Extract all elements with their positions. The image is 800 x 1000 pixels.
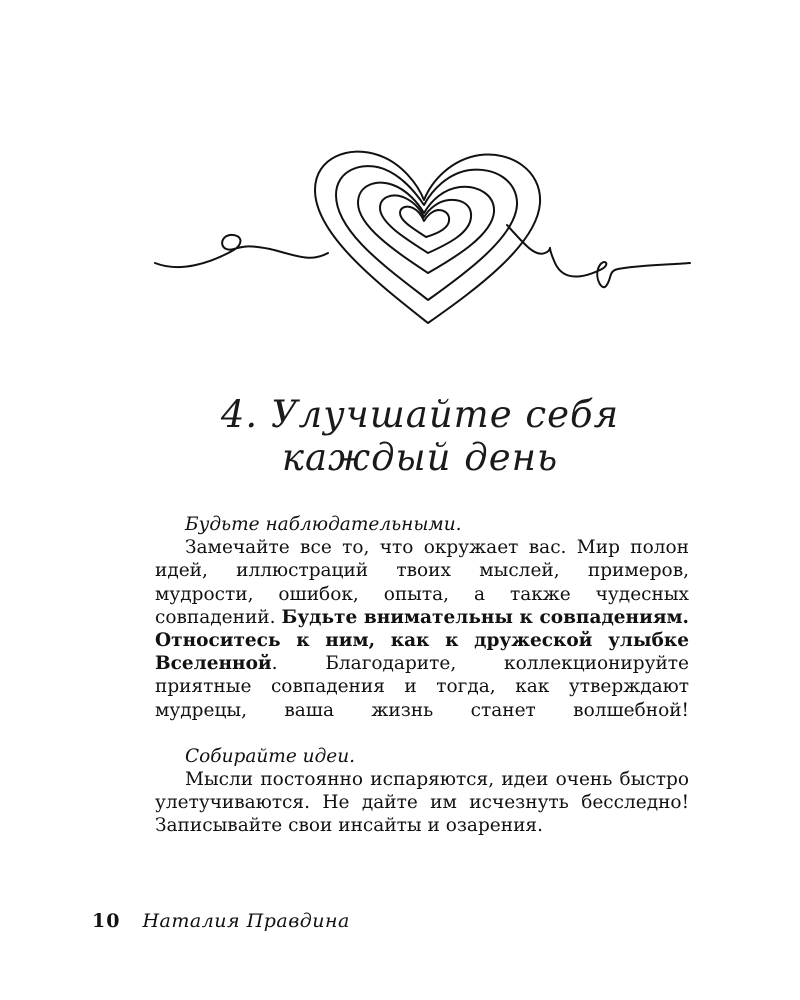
- paragraph-gap: [155, 722, 689, 745]
- section-heading-observant: Будьте наблюдательными.: [185, 514, 462, 535]
- paragraph-text-end: . Благодарите, коллекционируйте приятные совпадения и тогда, как утверждают мудрецы, ваша жизнь станет волшебной!: [155, 653, 689, 721]
- page-footer: [92, 910, 350, 940]
- page-number: 10: [92, 910, 121, 932]
- heart-line-art-icon: [150, 145, 695, 335]
- flowing-line-right: [507, 225, 690, 287]
- author-name: Наталия Правдина: [142, 910, 350, 932]
- chapter-title-line2: каждый день: [281, 436, 559, 479]
- section-paragraph-ideas: Мысли постоянно испаряются, идеи очень быстро улетучиваются. Не дайте им исчезнуть бесследно! Записывайте свои инсайты и озарения.: [155, 769, 689, 837]
- paragraph-text-start: Замечайте все то, что окружает вас. Мир полон идей, иллюстраций твоих мыслей, примеров, мудрости, ошибок, опыта, а также чудесных совпадений.: [155, 537, 689, 628]
- section-paragraph-observant: [155, 536, 689, 722]
- section-heading-ideas: Собирайте идеи.: [185, 745, 356, 767]
- chapter-title: [0, 393, 800, 479]
- heart-2: [336, 166, 517, 300]
- flowing-line: [155, 235, 328, 267]
- chapter-title-line1: 4. Улучшайте себя: [220, 393, 620, 436]
- chapter-body: [155, 513, 689, 838]
- paragraph-bold-text: Будьте внимательны к совпадениям. Относитесь к ним, как к дружеской улыбке Вселенной: [155, 606, 689, 675]
